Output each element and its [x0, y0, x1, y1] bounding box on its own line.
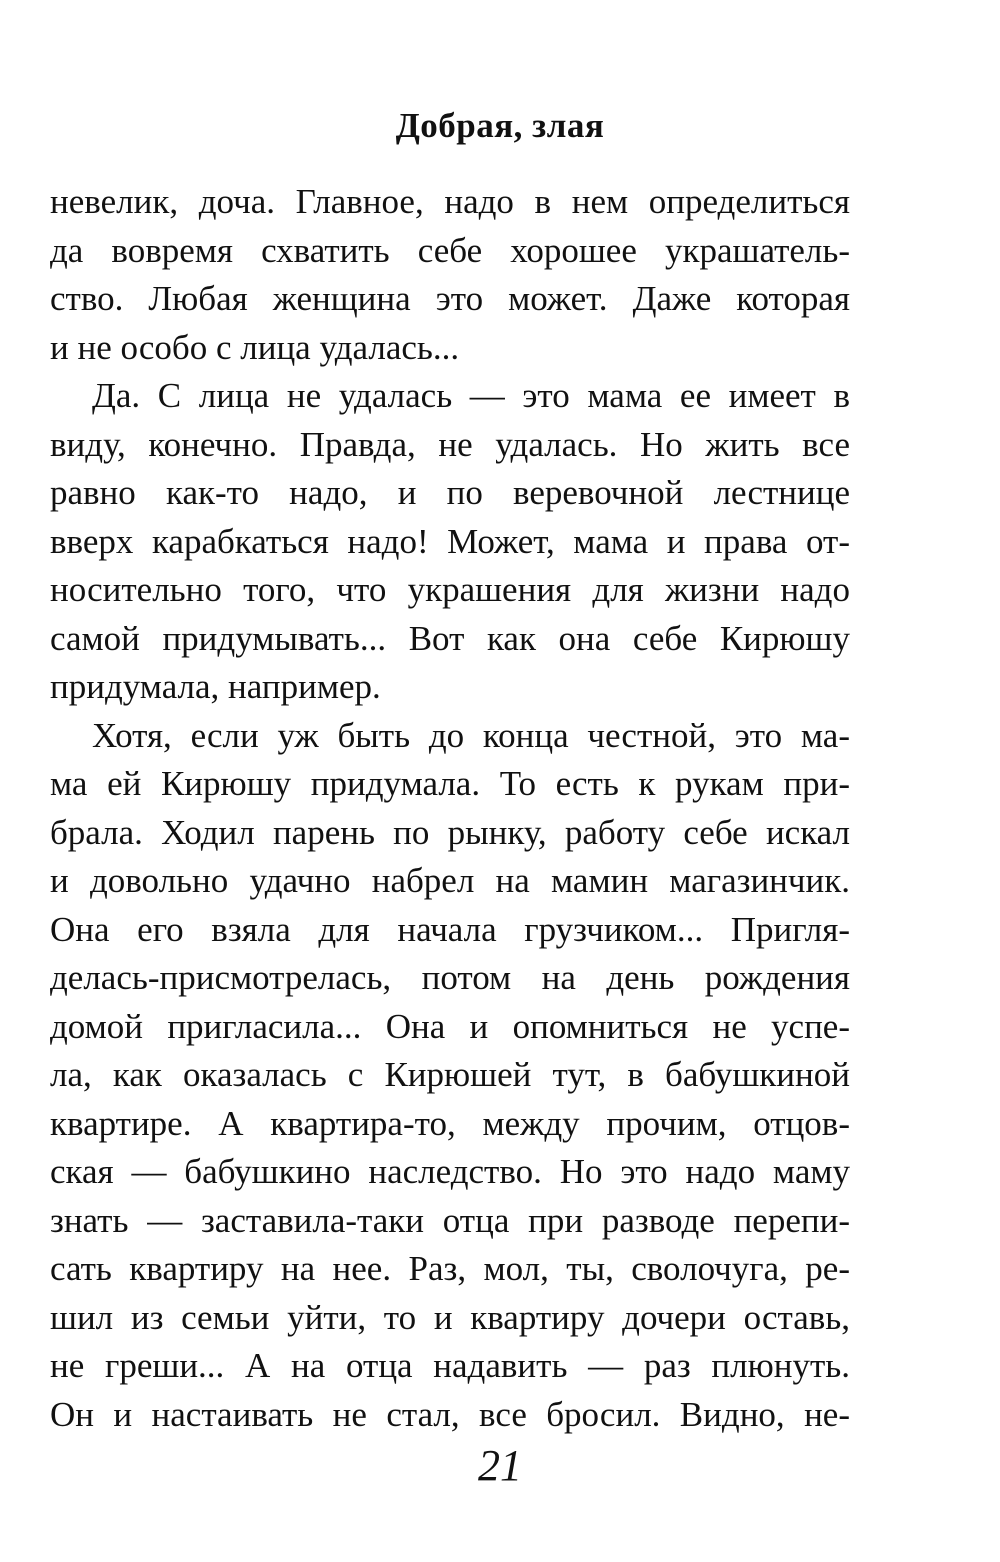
text-line: не греши... А на отца надавить — раз плюнуть.: [50, 1346, 850, 1385]
text-line: невелик, доча. Главное, надо в нем определиться: [50, 182, 850, 221]
text-line: сать квартиру на нее. Раз, мол, ты, сволочуга, ре-: [50, 1249, 850, 1288]
running-head: Добрая, злая: [395, 106, 605, 145]
text-line: равно как-то надо, и по веревочной лестнице: [50, 473, 850, 512]
text-line: Она его взяла для начала грузчиком... Пригля-: [50, 909, 850, 949]
paragraph: [50, 178, 850, 372]
text-line: ма ей Кирюшу придумала. То есть к рукам при-: [50, 764, 850, 803]
text-line: ла, как оказалась с Кирюшей тут, в бабушкиной: [50, 1055, 850, 1094]
text-line: и довольно удачно набрел на мамин магазинчик.: [50, 861, 850, 900]
text-line: самой придумывать... Вот как она себе Кирюшу: [50, 618, 850, 658]
text-line: Хотя, если уж быть до конца честной, это ма-: [92, 715, 850, 755]
text-line: виду, конечно. Правда, не удалась. Но жить все: [50, 424, 850, 464]
text-line: и не особо с лица удалась...: [50, 327, 460, 367]
text-line: шил из семьи уйти, то и квартиру дочери оставь,: [50, 1297, 850, 1337]
text-line: ство. Любая женщина это может. Даже которая: [50, 279, 850, 318]
paragraph: [50, 372, 850, 712]
text-line: домой пригласила... Она и опомниться не успе-: [50, 1006, 850, 1046]
text-line: ская — бабушкино наследство. Но это надо маму: [50, 1152, 850, 1191]
text-line: знать — заставила-таки отца при разводе перепи-: [50, 1200, 850, 1240]
page-number: 21: [478, 1441, 522, 1490]
body-text: [50, 178, 850, 1439]
text-line: брала. Ходил парень по рынку, работу себе искал: [50, 812, 850, 852]
text-line: Да. С лица не удалась — это мама ее имеет в: [92, 376, 850, 415]
text-line: придумала, например.: [50, 667, 381, 706]
text-line: вверх карабкаться надо! Может, мама и права от-: [50, 521, 850, 561]
text-line: носительно того, что украшения для жизни надо: [50, 570, 850, 609]
paragraph: [50, 712, 850, 1440]
text-line: квартире. А квартира-то, между прочим, отцов-: [50, 1103, 850, 1143]
text-line: да вовремя схватить себе хорошее украшатель-: [50, 230, 850, 270]
text-line: делась-присмотрелась, потом на день рождения: [50, 958, 850, 997]
text-line: Он и настаивать не стал, все бросил. Видно, не-: [50, 1394, 850, 1434]
